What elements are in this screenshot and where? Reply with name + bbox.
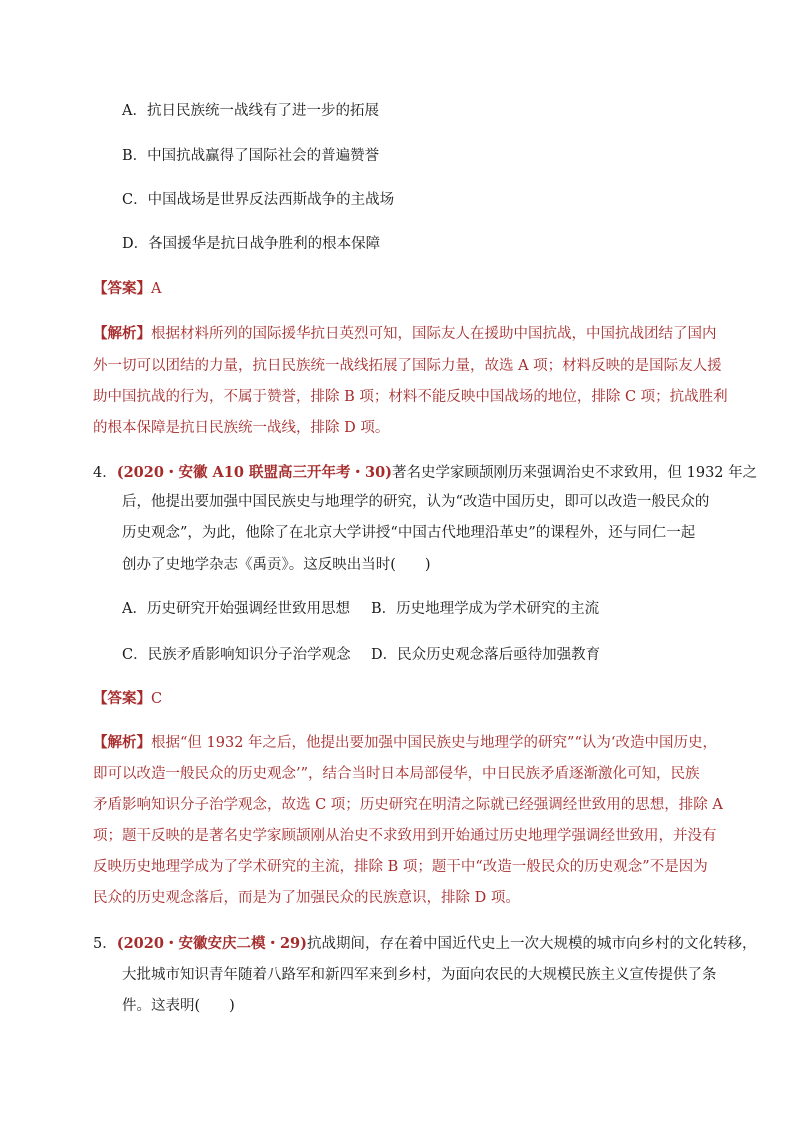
q4-analysis-line: 民众的历史观念落后，而是为了加强民众的民族意识，排除 D 项。 [93, 890, 520, 906]
analysis-tag: 【解析】 [93, 325, 151, 342]
answer-tag: 【答案】 [93, 690, 151, 707]
q3-option-a: A．抗日民族统一战线有了进一步的拓展 [122, 103, 379, 119]
q3-analysis-line: 外一切可以团结的力量，抗日民族统一战线拓展了国际力量，故选 A 项；材料反映的是国际友人援 [93, 358, 722, 374]
stem-text: 著名史学家顾颉刚历来强调治史不求致用，但 1932 年之 [392, 465, 758, 481]
q5-stem-line: 大批城市知识青年随着八路军和新四军来到乡村，为面向农民的大规模民族主义宣传提供了条 [122, 967, 717, 983]
q3-analysis-line: 的根本保障是抗日民族统一战线，排除 D 项。 [93, 420, 390, 436]
answer-tag: 【答案】 [93, 280, 151, 297]
question-source: (2020・安徽安庆二模・29) [116, 935, 307, 952]
q4-analysis-line: 矛盾影响知识分子治学观念，故选 C 项；历史研究在明清之际就已经强调经世致用的思想，排除 A [93, 797, 723, 813]
q3-option-d: D．各国援华是抗日战争胜利的根本保障 [122, 236, 381, 252]
question-number: 5． [93, 936, 117, 952]
q3-analysis-line [93, 324, 717, 344]
q3-option-c: C．中国战场是世界反法西斯战争的主战场 [122, 192, 395, 208]
q3-option-b: B．中国抗战赢得了国际社会的普遍赞誉 [122, 148, 380, 164]
q4-stem-line: 后，他提出要加强中国民族史与地理学的研究，认为“改造中国历史，即可以改造一般民众的 [122, 494, 710, 510]
q4-option-b: B．历史地理学成为学术研究的主流 [371, 601, 600, 617]
q4-analysis-line [93, 733, 717, 753]
q4-option-a: A．历史研究开始强调经世致用思想 [122, 601, 350, 617]
q4-answer [93, 689, 162, 709]
q5-stem-line [93, 934, 757, 954]
analysis-tag: 【解析】 [93, 734, 151, 751]
stem-text: 抗战期间，存在着中国近代史上一次大规模的城市向乡村的文化转移， [307, 936, 757, 952]
answer-value: C [151, 691, 163, 707]
q3-answer [93, 279, 161, 299]
analysis-text: 根据材料所列的国际援华抗日英烈可知，国际友人在援助中国抗战，中国抗战团结了国内 [151, 326, 717, 342]
analysis-text: 根据“但 1932 年之后，他提出要加强中国民族史与地理学的研究”“认为‘改造中国历史， [151, 735, 717, 751]
q4-stem-line [93, 463, 757, 483]
q4-option-c: C．民族矛盾影响知识分子治学观念 [122, 647, 351, 663]
q4-analysis-line: 反映历史地理学成为了学术研究的主流，排除 B 项；题干中“改造一般民众的历史观念”不是因为 [93, 859, 708, 875]
q4-option-d: D．民众历史观念落后亟待加强教育 [371, 647, 601, 663]
answer-value: A [151, 281, 162, 297]
q4-stem-line: 历史观念”，为此，他除了在北京大学讲授“中国古代地理沿革史”的课程外，还与同仁一起 [122, 525, 696, 541]
q5-stem-line: 件。这表明( ) [122, 998, 235, 1014]
q4-stem-line: 创办了史地学杂志《禹贡》。这反映出当时( ) [122, 557, 431, 573]
q3-analysis-line: 助中国抗战的行为，不属于赞誉，排除 B 项；材料不能反映中国战场的地位，排除 C 项；抗战胜利 [93, 389, 728, 405]
q4-analysis-line: 即可以改造一般民众的历史观念’”，结合当时日本局部侵华，中日民族矛盾逐渐激化可知，民族 [93, 766, 700, 782]
question-source: (2020・安徽 A10 联盟高三开年考・30) [116, 464, 393, 481]
q4-analysis-line: 项；题干反映的是著名史学家顾颉刚从治史不求致用到开始通过历史地理学强调经世致用，并没有 [93, 828, 717, 844]
question-number: 4． [93, 465, 117, 481]
